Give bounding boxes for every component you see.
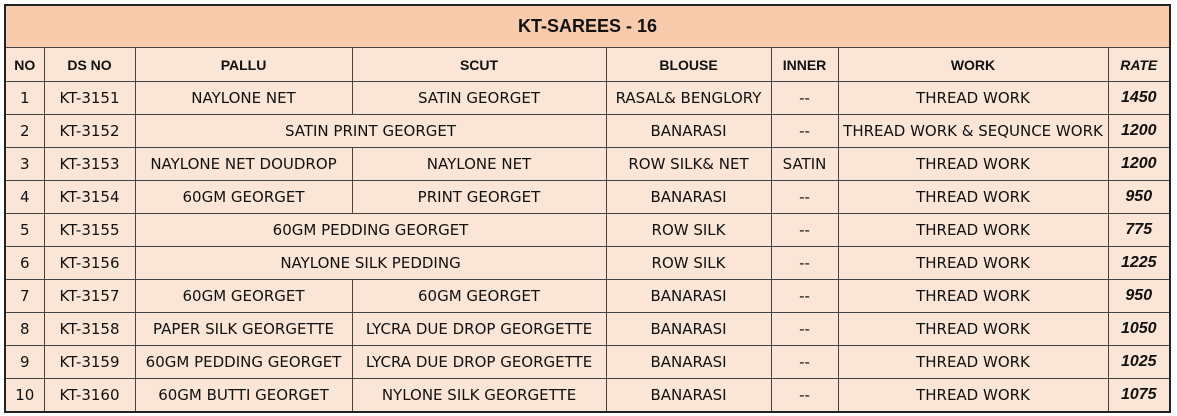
- cell-ds-no: KT-3158: [44, 313, 135, 346]
- cell-work: THREAD WORK: [838, 379, 1108, 412]
- header-scut: SCUT: [352, 48, 606, 82]
- cell-pallu-scut: SATIN PRINT GEORGET: [135, 115, 606, 148]
- cell-ds-no: KT-3152: [44, 115, 135, 148]
- cell-no: 1: [6, 82, 44, 115]
- table-row: [6, 379, 1169, 412]
- cell-scut: PRINT GEORGET: [352, 181, 606, 214]
- cell-inner: --: [771, 82, 838, 115]
- cell-pallu: PAPER SILK GEORGETTE: [135, 313, 352, 346]
- cell-rate: 1050: [1108, 313, 1169, 346]
- cell-blouse: BANARASI: [606, 280, 771, 313]
- header-work: WORK: [838, 48, 1108, 82]
- table-row: [6, 181, 1169, 214]
- cell-blouse: ROW SILK& NET: [606, 148, 771, 181]
- cell-rate: 950: [1108, 181, 1169, 214]
- table-row: [6, 280, 1169, 313]
- cell-ds-no: KT-3154: [44, 181, 135, 214]
- cell-blouse: BANARASI: [606, 115, 771, 148]
- cell-work: THREAD WORK: [838, 82, 1108, 115]
- cell-no: 3: [6, 148, 44, 181]
- cell-pallu: 60GM GEORGET: [135, 280, 352, 313]
- table-row: [6, 247, 1169, 280]
- cell-work: THREAD WORK: [838, 181, 1108, 214]
- cell-work: THREAD WORK: [838, 280, 1108, 313]
- cell-pallu: 60GM PEDDING GEORGET: [135, 346, 352, 379]
- cell-scut: SATIN GEORGET: [352, 82, 606, 115]
- header-inner: INNER: [771, 48, 838, 82]
- cell-inner: --: [771, 247, 838, 280]
- cell-inner: --: [771, 313, 838, 346]
- cell-blouse: ROW SILK: [606, 214, 771, 247]
- cell-rate: 775: [1108, 214, 1169, 247]
- price-sheet: [4, 4, 1171, 413]
- cell-work: THREAD WORK: [838, 247, 1108, 280]
- cell-inner: --: [771, 379, 838, 412]
- cell-inner: --: [771, 214, 838, 247]
- cell-ds-no: KT-3156: [44, 247, 135, 280]
- sheet-title: KT-SAREES - 16: [6, 6, 1169, 48]
- cell-no: 2: [6, 115, 44, 148]
- cell-pallu: 60GM GEORGET: [135, 181, 352, 214]
- cell-blouse: BANARASI: [606, 181, 771, 214]
- cell-no: 8: [6, 313, 44, 346]
- cell-ds-no: KT-3155: [44, 214, 135, 247]
- cell-pallu: 60GM BUTTI GEORGET: [135, 379, 352, 412]
- cell-ds-no: KT-3157: [44, 280, 135, 313]
- cell-work: THREAD WORK: [838, 214, 1108, 247]
- cell-pallu: NAYLONE NET: [135, 82, 352, 115]
- cell-ds-no: KT-3159: [44, 346, 135, 379]
- cell-inner: --: [771, 280, 838, 313]
- cell-blouse: BANARASI: [606, 313, 771, 346]
- table-row: [6, 313, 1169, 346]
- cell-ds-no: KT-3151: [44, 82, 135, 115]
- cell-no: 10: [6, 379, 44, 412]
- cell-work: THREAD WORK: [838, 313, 1108, 346]
- header-row: [6, 48, 1169, 82]
- cell-work: THREAD WORK: [838, 346, 1108, 379]
- cell-rate: 950: [1108, 280, 1169, 313]
- cell-scut: NAYLONE NET: [352, 148, 606, 181]
- cell-rate: 1450: [1108, 82, 1169, 115]
- cell-pallu-scut: NAYLONE SILK PEDDING: [135, 247, 606, 280]
- cell-inner: --: [771, 115, 838, 148]
- cell-pallu: NAYLONE NET DOUDROP: [135, 148, 352, 181]
- cell-no: 9: [6, 346, 44, 379]
- cell-scut: LYCRA DUE DROP GEORGETTE: [352, 346, 606, 379]
- price-table: [6, 48, 1169, 411]
- cell-work: THREAD WORK & SEQUNCE WORK: [838, 115, 1108, 148]
- header-no: NO: [6, 48, 44, 82]
- cell-blouse: BANARASI: [606, 379, 771, 412]
- cell-rate: 1200: [1108, 115, 1169, 148]
- cell-rate: 1200: [1108, 148, 1169, 181]
- cell-scut: LYCRA DUE DROP GEORGETTE: [352, 313, 606, 346]
- cell-inner: --: [771, 346, 838, 379]
- cell-inner: --: [771, 181, 838, 214]
- table-row: [6, 346, 1169, 379]
- cell-scut: 60GM GEORGET: [352, 280, 606, 313]
- cell-ds-no: KT-3160: [44, 379, 135, 412]
- table-row: [6, 148, 1169, 181]
- cell-scut: NYLONE SILK GEORGETTE: [352, 379, 606, 412]
- cell-no: 5: [6, 214, 44, 247]
- header-rate: RATE: [1108, 48, 1169, 82]
- cell-ds-no: KT-3153: [44, 148, 135, 181]
- cell-inner: SATIN: [771, 148, 838, 181]
- cell-rate: 1225: [1108, 247, 1169, 280]
- cell-blouse: ROW SILK: [606, 247, 771, 280]
- cell-rate: 1025: [1108, 346, 1169, 379]
- cell-rate: 1075: [1108, 379, 1169, 412]
- header-pallu: PALLU: [135, 48, 352, 82]
- cell-no: 6: [6, 247, 44, 280]
- cell-no: 4: [6, 181, 44, 214]
- table-row: [6, 82, 1169, 115]
- header-ds-no: DS NO: [44, 48, 135, 82]
- cell-no: 7: [6, 280, 44, 313]
- cell-blouse: BANARASI: [606, 346, 771, 379]
- header-blouse: BLOUSE: [606, 48, 771, 82]
- table-row: [6, 214, 1169, 247]
- cell-pallu-scut: 60GM PEDDING GEORGET: [135, 214, 606, 247]
- table-row: [6, 115, 1169, 148]
- cell-blouse: RASAL& BENGLORY: [606, 82, 771, 115]
- cell-work: THREAD WORK: [838, 148, 1108, 181]
